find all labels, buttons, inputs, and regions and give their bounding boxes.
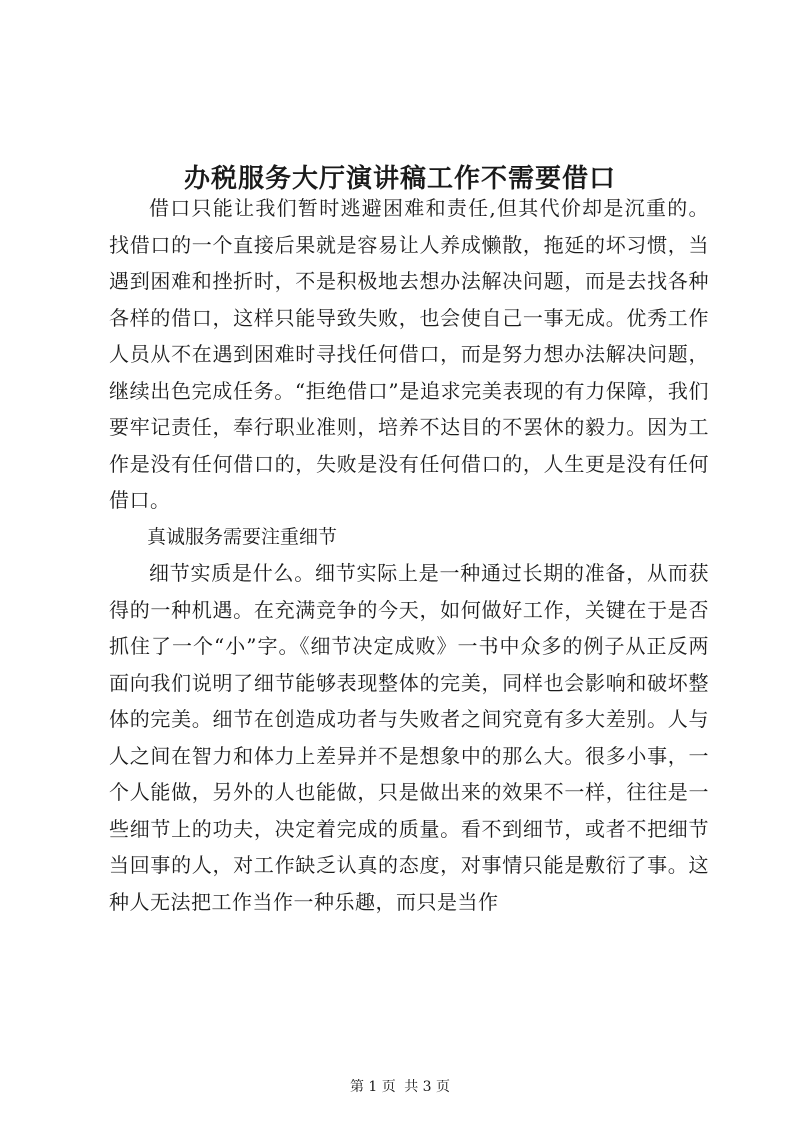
page-total: 共 3 页	[404, 1079, 451, 1095]
page-footer	[0, 1077, 800, 1097]
paragraph-details: 细节实质是什么。细节实际上是一种通过长期的准备，从而获得的一种机遇。在充满竞争的今天，如何做好工作，关键在于是否抓住了一个“小”字。《细节决定成败》一书中众多的例子从正反两面向我们说明了细节能够表现整体的完美，同样也会影响和破坏整体的完美。细节在创造成功者与失败者之间究竟有多大差别。人与人之间在智力和体力上差异并不是想象中的那么大。很多小事，一个人能做，另外的人也能做，只是做出来的效果不一样，往往是一些细节上的功夫，决定着完成的质量。看不到细节，或者不把细节当回事的人，对工作缺乏认真的态度，对事情只能是敷衍了事。这种人无法把工作当作一种乐趣，而只是当作	[109, 561, 709, 914]
document-title: 办税服务大厅演讲稿工作不需要借口	[183, 164, 616, 195]
paragraph-excuses: 借口只能让我们暂时逃避困难和责任,但其代价却是沉重的。找借口的一个直接后果就是容易让人养成懒散，拖延的坏习惯，当遇到困难和挫折时，不是积极地去想办法解决问题，而是去找各种各样的借口，这样只能导致失败，也会使自己一事无成。优秀工作人员从不在遇到困难时寻找任何借口，而是努力想办法解决问题，继续出色完成任务。“拒绝借口”是追求完美表现的有力保障，我们要牢记责任，奉行职业准则，培养不达目的不罢休的毅力。因为工作是没有任何借口的，失败是没有任何借口的，人生更是没有任何借口。	[109, 196, 709, 512]
section-subheading: 真诚服务需要注重细节	[147, 525, 338, 548]
document-body	[109, 190, 709, 920]
page-number: 第 1 页	[349, 1079, 396, 1095]
